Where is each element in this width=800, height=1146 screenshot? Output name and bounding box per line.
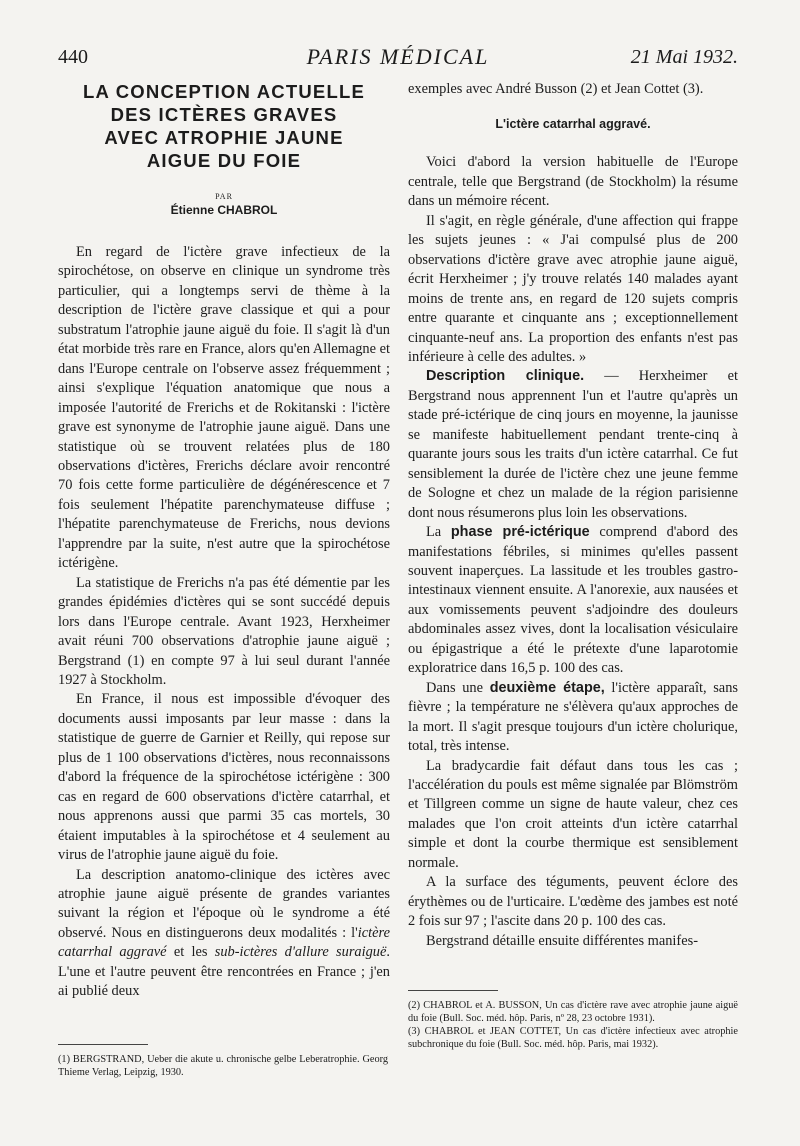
paragraph: La statistique de Frerichs n'a pas été démentie par les grandes épidémies d'ictères qui se sont succédé depuis lors dans l'Europe centrale. Avant 1923, Herxheimer avait réuni 700 observations d'atrophie jaune aiguë ; Bergstrand (1) en compte 97 à lui seul durant l'année 1927 à Stockholm. — [58, 574, 390, 688]
right-column — [408, 80, 738, 951]
title-line: AIGUE DU FOIE — [146, 150, 302, 171]
text-run: Dans une — [426, 679, 490, 696]
text-run: et les — [166, 944, 215, 961]
section-heading: L'ictère catarrhal aggravé. — [495, 117, 651, 132]
bold-term: phase pré-ictérique — [450, 524, 590, 541]
journal-name: PARIS MÉDICAL — [306, 44, 490, 69]
footnotes-right — [408, 990, 738, 1051]
article-title — [58, 80, 390, 172]
bold-term: deuxième étape, — [489, 679, 605, 696]
paragraph — [58, 866, 390, 1002]
paragraph: exemples avec André Busson (2) et Jean Cottet (3). — [408, 81, 704, 97]
running-header — [58, 44, 738, 74]
left-column — [58, 80, 390, 1002]
footnote-rule — [58, 1044, 148, 1045]
italic-term: sub-ictères d'allure suraiguë — [214, 944, 387, 961]
paragraph: Bergstrand détaille ensuite différentes manifes- — [426, 932, 698, 949]
paragraph: A la surface des téguments, peuvent éclore des érythèmes ou de l'urticaire. L'œdème des jambes est noté 2 fois sur 97 ; l'ascite dans 20 p. 100 des cas. — [408, 874, 738, 930]
text-run: — Herxheimer et Bergstrand nous apprennent l'un et l'autre qu'après un stade pré-ictérique de cinq jours en moyenne, la jaunisse se manifeste habituellement pendant trente-cinq à quarante jours sous les traits d'un ictère catarrhal. Ce fut sensiblement la durée de l'ictère chez une jeune femme de Sologne et chez un malade de la région parisienne dont nous résumerons plus loin les observations. — [408, 368, 738, 521]
paragraph: En regard de l'ictère grave infectieux de la spirochétose, on observe en clinique un syndrome très particulier, qui a longtemps servi de thème à la description de l'ictère grave classique et qui a pour substratum l'atrophie jaune aiguë du foie. Il s'agit là d'un état morbide très rare en France, alors qu'en Allemagne et dans l'Europe centrale on l'observe assez fréquemment ; ainsi s'explique l'équation anatomique que nous a imposée l'autorité de Frerichs et de Rokitanski : l'ictère grave est synonyme de l'atrophie jaune aiguë. Dans une statistique où se trouvent relatées plus de 180 observations d'ictères, Frerichs déclare avoir rencontré 70 fois cette forme particulière de dégénérescence et 7 fois seulement l'hépatite parenchymateuse diffuse ; l'hépatite parenchymateuse de Frerichs, nous devions l'apprendre par la suite, n'est autre que la spirochétose ictérigène. — [58, 244, 390, 572]
title-line: AVEC ATROPHIE JAUNE — [104, 127, 344, 148]
byline-par: PAR — [215, 192, 233, 201]
paragraph: La bradycardie fait défaut dans tous les cas ; l'accélération du pouls est même signalée par Blömström et Tillgreen comme un signe de haute valeur, chez ces malades que l'on croit atteints d'un ictère catarrhal simple et dont la courbe thermique est sensiblement normale. — [408, 757, 738, 871]
paragraph — [408, 367, 738, 523]
paragraph: En France, il nous est impossible d'évoquer des documents aussi imposants par leur masse : dans la statistique de guerre de Garnier et Reilly, qui repose sur plus de 1 100 observations d'ictères, nous reconnaissons d'abord la fréquence de la spirochétose ictérigène : 300 cas en regard de 600 observations d'ictère catarrhal, et nous apprenons aussi que parmi 35 cas mortels, 30 étaient imputables à la spirochétose et 4 seulement au virus de l'atrophie jaune aiguë du foie. — [58, 691, 390, 864]
author-name: Étienne CHABROL — [170, 203, 278, 217]
paragraph: Il s'agit, en règle générale, d'une affection qui frappe les sujets jeunes : « J'ai compulsé plus de 200 observations d'ictère grave avec atrophie jaune aiguë, écrit Herxheimer ; j'y trouve relatés 140 malades ayant moins de trente ans, en regard de 120 sujets compris entre quarante et cinquante ans ; exceptionnellement cinquante-neuf ans. La proportion des enfants n'est pas inférieure à celle des adultes. » — [408, 212, 738, 365]
page-number: 440 — [58, 46, 88, 68]
title-line: DES ICTÈRES GRAVES — [110, 104, 338, 125]
footnote: (1) BERGSTRAND, Ueber die akute u. chronische gelbe Leberatrophie. Georg Thieme Verlag, Leipzig, 1930. — [58, 1054, 388, 1078]
footnote: (2) CHABROL et A. BUSSON, Un cas d'ictère rave avec atrophie jaune aiguë du foie (Bull. Soc. méd. hôp. Paris, nº 28, 23 octobre 1931). — [408, 1000, 738, 1024]
text-run: La description anatomo-clinique des ictères avec atrophie jaune aiguë présente de grandes variantes suivant la région et l'époque où le syndrome a été observé. Nous en distinguerons deux modalités : l' — [58, 866, 390, 941]
text-run: l'ictère apparaît, sans fièvre ; la température ne s'élèvera qu'aux approches de la mort. Il s'agit presque toujours d'un ictère cholurique, total, très intense. — [408, 679, 738, 755]
paragraph — [408, 523, 738, 679]
footnote: (3) CHABROL et JEAN COTTET, Un cas d'ictère infectieux avec atrophie subchronique du foie (Bull. Soc. méd. hôp. Paris, mai 1932). — [408, 1026, 738, 1050]
subheading-inline: Description clinique. — [426, 368, 585, 385]
footnote-rule — [408, 990, 498, 991]
paragraph: Voici d'abord la version habituelle de l'Europe centrale, telle que Bergstrand (de Stockholm) la résume dans un mémoire récent. — [408, 154, 738, 210]
footnotes-left — [58, 1044, 388, 1079]
title-line: LA CONCEPTION ACTUELLE — [83, 81, 365, 102]
italic-term: ictère catarrhal aggravé — [58, 924, 390, 961]
text-run: comprend d'abord des manifestations fébriles, si minimes qu'elles passent souvent inaperçues. La lassitude et les troubles gastro-intestinaux viennent ensuite. A l'anorexie, aux nausées et aux vomissements peuvent s'adjoindre des douleurs abdominales assez vives, dont la localisation vésiculaire ou épigastrique a été le prétexte d'une laparotomie exploratrice dans 16,5 p. 100 des cas. — [408, 524, 738, 677]
paragraph — [408, 679, 738, 757]
issue-date: 21 Mai 1932. — [630, 46, 738, 68]
text-run: La — [426, 524, 451, 541]
text-run: . L'une et l'autre peuvent être rencontrées en France ; j'en ai publié deux — [58, 944, 390, 1000]
